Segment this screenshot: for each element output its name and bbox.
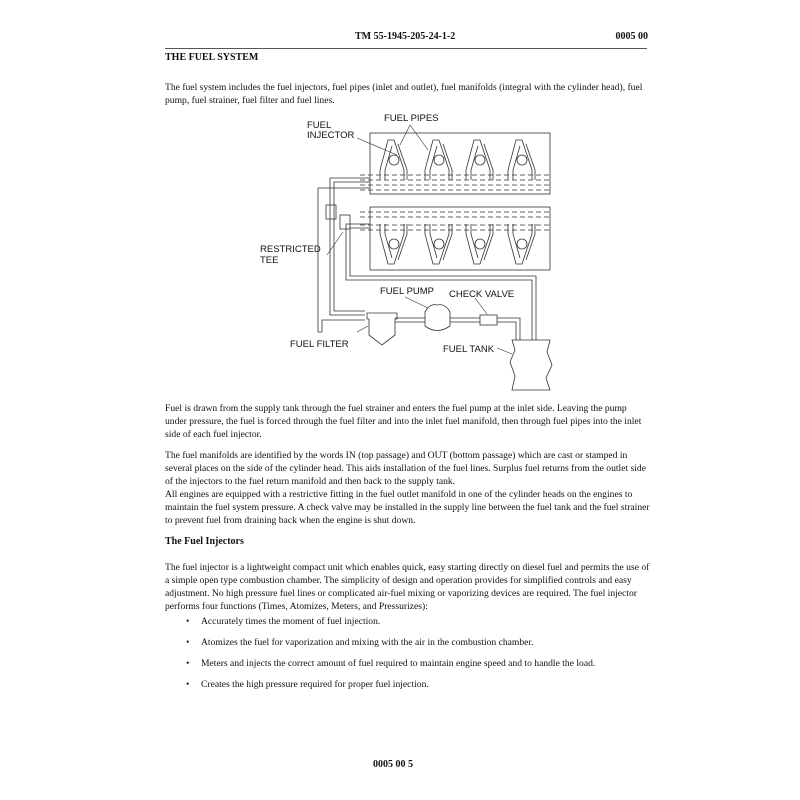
lower-manifolds [360, 212, 550, 230]
list-item [165, 615, 650, 636]
paragraph-3: All engines are equipped with a restrictive fitting in the fuel outlet manifold in one of the cylinder heads on the engines to maintain the fuel system pressure. A check valve may be installed in the supply line between the fuel tank and the fuel strainer to prevent fuel from draining back when the engine is shut down. [165, 489, 650, 526]
bullet-icon: • [186, 637, 190, 648]
bullet-icon: • [186, 616, 190, 627]
label-fuel-filter: FUEL FILTER [290, 339, 349, 350]
paragraph-1: Fuel is drawn from the supply tank through the fuel strainer and enters the fuel pump at the inlet side. Leaving the pump under pressure, the fuel is forced through the fuel filter and into the inlet fuel manifold, then through fuel pipes into the inlet side of each fuel injector. [165, 403, 642, 440]
fuel-tank [510, 340, 552, 390]
fuel-lines [318, 178, 536, 340]
label-fuel-injector-2: INJECTOR [307, 130, 355, 141]
fuel-pump [425, 305, 450, 331]
intro-paragraph: The fuel system includes the fuel injectors, fuel pipes (inlet and outlet), fuel manifolds (integral with the cylinder head), fuel pump, fuel strainer, fuel filter and fuel lines. [165, 82, 643, 106]
upper-injectors [380, 140, 535, 180]
section-title: THE FUEL SYSTEM [165, 52, 259, 63]
list-item [165, 678, 650, 699]
label-restricted-tee-2: TEE [260, 255, 279, 266]
label-check-valve: CHECK VALVE [449, 289, 515, 300]
label-fuel-injector-1: FUEL [307, 120, 332, 131]
injectors-heading: The Fuel Injectors [165, 536, 244, 547]
upper-manifolds [360, 175, 550, 190]
restricted-tee [340, 215, 350, 229]
injector-icon [380, 140, 407, 180]
injector-icon [508, 140, 535, 180]
paragraph-2: The fuel manifolds are identified by the words IN (top passage) and OUT (bottom passage) which are cast or stamped in several places on the side of the cylinder head. This aids installation of the fuel lines. Surplus fuel returns from the outlet side of the injectors to the fuel return manifold and then back to the supply tank. [165, 450, 646, 487]
bullet-icon: • [186, 679, 190, 690]
label-restricted-tee-1: RESTRICTED [260, 244, 321, 255]
tm-number: TM 55-1945-205-24-1-2 [355, 31, 456, 42]
check-valve [480, 315, 497, 325]
injector-icon [425, 140, 452, 180]
work-package-number: 0005 00 [615, 31, 648, 42]
list-item-text: Creates the high pressure required for proper fuel injection. [201, 679, 429, 690]
injector-icon [425, 224, 452, 264]
functions-list [165, 615, 650, 699]
injector-icon [466, 140, 493, 180]
list-item-text: Meters and injects the correct amount of fuel required to maintain engine speed and to handle the load. [201, 658, 596, 669]
injectors-paragraph: The fuel injector is a lightweight compact unit which enables quick, easy starting directly on diesel fuel and permits the use of a simple open type combustion chamber. The simplicity of design and operation provides for simplified controls and easy adjustment. No high pressure fuel lines or complicated air-fuel mixing or vaporizing devices are required. The fuel injector performs four functions (Times, Atomizes, Meters, and Pressurizes): [165, 562, 650, 612]
bullet-icon: • [186, 658, 190, 669]
page-number: 0005 00 5 [373, 759, 413, 770]
list-item [165, 657, 650, 678]
label-fuel-tank: FUEL TANK [443, 344, 495, 355]
list-item-text: Accurately times the moment of fuel injection. [201, 616, 381, 627]
list-item [165, 636, 650, 657]
list-item-text: Atomizes the fuel for vaporization and mixing with the air in the combustion chamber. [201, 637, 534, 648]
label-fuel-pipes: FUEL PIPES [384, 113, 439, 124]
label-fuel-pump: FUEL PUMP [380, 286, 435, 297]
fuel-filter [367, 313, 397, 345]
